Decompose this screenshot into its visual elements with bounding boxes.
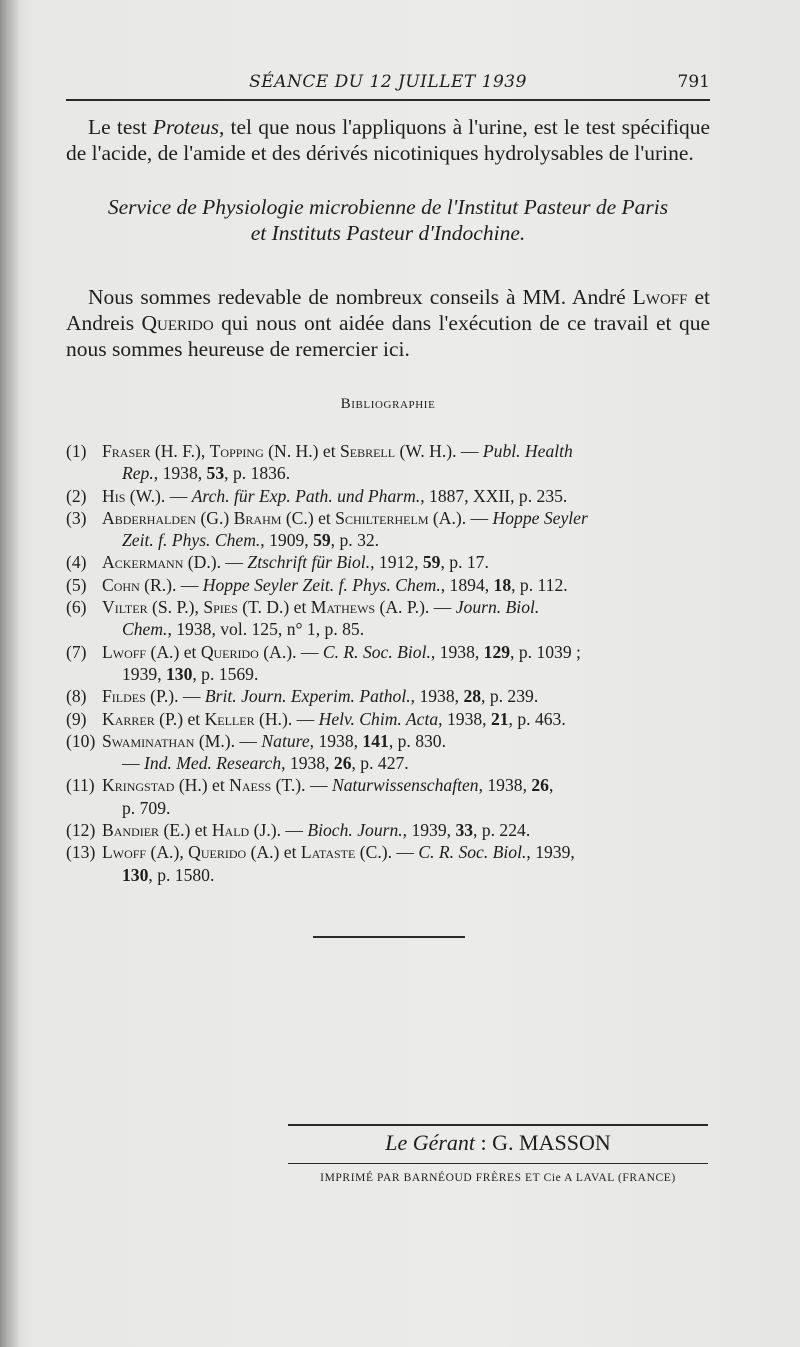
reference-number: (11) bbox=[66, 775, 95, 796]
reference-item bbox=[66, 440, 712, 485]
paragraph-text: Le test bbox=[88, 115, 153, 139]
reference-line: His (W.). — Arch. für Exp. Path. und Pharm., 1887, XXII, p. 235. bbox=[102, 485, 568, 506]
reference-item bbox=[66, 507, 712, 552]
footer-top-rule bbox=[288, 1124, 708, 1126]
reference-item bbox=[66, 685, 712, 707]
reference-line: Swaminathan (M.). — Nature, 1938, 141, p. 830. bbox=[102, 730, 446, 751]
reference-item bbox=[66, 551, 712, 573]
paragraph-text: , tel que nous l'appliquons à l'urine, est le test spécifique de l'acide, de l'amide et des dérivés nicotiniques hydrolysables de l'urine. bbox=[66, 115, 710, 165]
reference-line: Fildes (P.). — Brit. Journ. Experim. Pathol., 1938, 28, p. 239. bbox=[102, 686, 539, 707]
reference-item bbox=[66, 596, 712, 641]
reference-number: (7) bbox=[66, 641, 87, 662]
reference-line: Fraser (H. F.), Topping (N. H.) et Sebrell (W. H.). — Publ. Health bbox=[102, 441, 573, 461]
reference-number: (1) bbox=[66, 441, 87, 461]
affiliation-line-1: Service de Physiologie microbienne de l'Institut Pasteur de Paris bbox=[107, 195, 669, 219]
reference-number: (13) bbox=[66, 842, 96, 863]
reference-number: (2) bbox=[66, 485, 87, 506]
reference-number: (4) bbox=[66, 552, 87, 573]
bibliography-title: Bibliographie bbox=[340, 396, 436, 412]
reference-item bbox=[66, 841, 712, 886]
book-spine-shadow bbox=[0, 0, 20, 1347]
reference-line: Lwoff (A.), Querido (A.) et Lataste (C.). — C. R. Soc. Biol., 1939, bbox=[102, 842, 575, 863]
reference-item bbox=[66, 485, 712, 507]
gerant-label: Le Gérant bbox=[385, 1130, 476, 1155]
paragraph-text: Nous sommes redevable de nombreux conseils à MM. André bbox=[88, 285, 633, 309]
reference-list bbox=[66, 440, 712, 886]
reference-number: (8) bbox=[66, 686, 87, 707]
reference-number: (5) bbox=[66, 574, 87, 595]
reference-line: Lwoff (A.) et Querido (A.). — C. R. Soc. Biol., 1938, 129, p. 1039 ; bbox=[102, 641, 581, 662]
section-end-rule bbox=[313, 936, 465, 938]
reference-number: (3) bbox=[66, 507, 87, 528]
reference-item bbox=[66, 730, 712, 775]
reference-number: (10) bbox=[66, 730, 96, 751]
running-title: SÉANCE DU 12 JUILLET 1939 bbox=[249, 72, 527, 92]
reference-number: (9) bbox=[66, 708, 87, 729]
reference-line: Karrer (P.) et Keller (H.). — Helv. Chim. Acta, 1938, 21, p. 463. bbox=[102, 708, 566, 729]
paragraph-text: et Andreis bbox=[66, 285, 710, 335]
printer-imprint: IMPRIMÉ PAR BARNÉOUD FRÈRES ET Cie A LAVAL (FRANCE) bbox=[320, 1172, 676, 1184]
paragraph-proteus bbox=[66, 114, 710, 166]
reference-number: (6) bbox=[66, 597, 87, 618]
reference-line: Abderhalden (G.) Brahm (C.) et Schilterhelm (A.). — Hoppe Seyler bbox=[102, 507, 588, 528]
reference-line: Chem., 1938, vol. 125, n° 1, p. 85. bbox=[122, 619, 365, 640]
affiliation-line-2: et Instituts Pasteur d'Indochine. bbox=[250, 221, 526, 245]
page-header bbox=[66, 68, 710, 102]
gerant-name: G. MASSON bbox=[492, 1130, 611, 1155]
affiliation bbox=[66, 194, 710, 246]
reference-item bbox=[66, 574, 712, 596]
reference-line: Bandier (E.) et Hald (J.). — Bioch. Journ., 1939, 33, p. 224. bbox=[102, 820, 531, 841]
reference-line: — Ind. Med. Research, 1938, 26, p. 427. bbox=[122, 753, 409, 774]
paragraph-text: qui nous ont aidée dans l'exécution de ce travail et que nous sommes heureuse de remercier ici. bbox=[66, 311, 710, 361]
reference-number: (12) bbox=[66, 820, 96, 841]
reference-item bbox=[66, 708, 712, 730]
footer-bottom-rule bbox=[288, 1163, 708, 1164]
proteus-term: Proteus bbox=[152, 115, 219, 139]
gerant-separator: : bbox=[475, 1130, 493, 1155]
header-rule bbox=[66, 99, 710, 101]
paragraph-acknowledgements bbox=[66, 284, 710, 362]
reference-item bbox=[66, 641, 712, 686]
reference-line: 1939, 130, p. 1569. bbox=[122, 663, 259, 684]
author-name: Lwoff bbox=[632, 285, 688, 309]
reference-line: Kringstad (H.) et Naess (T.). — Naturwissenschaften, 1938, 26, bbox=[102, 775, 554, 796]
reference-line: p. 709. bbox=[122, 797, 171, 818]
reference-item bbox=[66, 774, 712, 819]
page-number: 791 bbox=[677, 72, 710, 92]
reference-line: Rep., 1938, 53, p. 1836. bbox=[122, 463, 291, 484]
reference-item bbox=[66, 819, 712, 841]
reference-line: Vilter (S. P.), Spies (T. D.) et Mathews (A. P.). — Journ. Biol. bbox=[102, 597, 540, 618]
reference-line: Cohn (R.). — Hoppe Seyler Zeit. f. Phys. Chem., 1894, 18, p. 112. bbox=[102, 574, 568, 595]
gerant-line bbox=[288, 1130, 708, 1156]
reference-line: 130, p. 1580. bbox=[122, 864, 215, 885]
author-name: Querido bbox=[141, 311, 214, 335]
reference-line: Ackermann (D.). — Ztschrift für Biol., 1912, 59, p. 17. bbox=[102, 552, 489, 573]
reference-line: Zeit. f. Phys. Chem., 1909, 59, p. 32. bbox=[122, 530, 380, 551]
